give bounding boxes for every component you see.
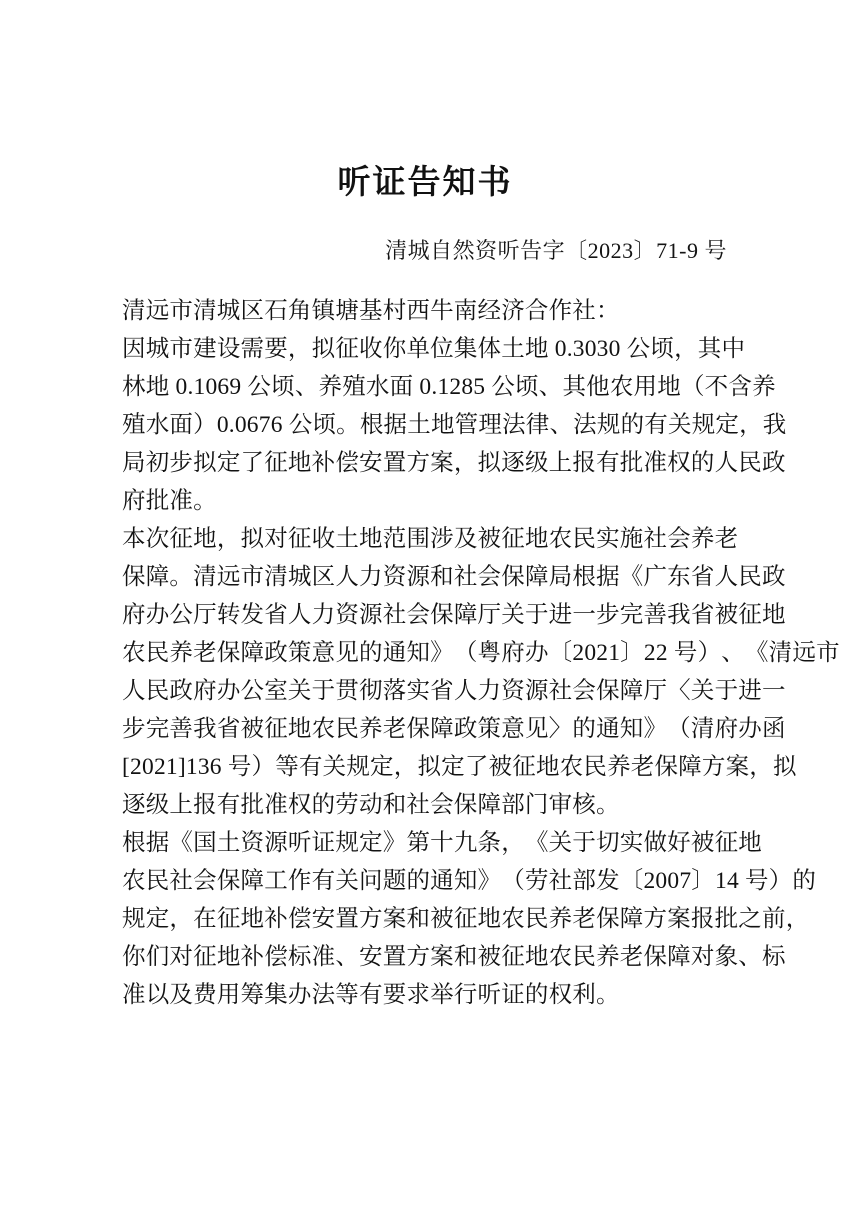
text-line: 根 据 《 国 土 资 源 听 证 规 定 》 第 十 九 条 ， 《 关 于 切 实 做 好 被 征 地 bbox=[122, 830, 762, 856]
paragraph-2 bbox=[122, 520, 840, 824]
recipient-line: 清远市清城区石角镇塘基村西牛南经济合作社： bbox=[122, 298, 620, 324]
text-line: [ 2 0 2 1 ] 1 3 6 号 ） 等 有 关 规 定 ， 拟 定 了 被 征 地 农 民 养 老 保 障 方 案 ， 拟 bbox=[122, 754, 797, 780]
text-line: 准以及费用筹集办法等有要求举行听证的权利。 bbox=[122, 982, 620, 1008]
text-line: 农 民 社 会 保 障 工 作 有 关 问 题 的 通 知 》 （ 劳 社 部 发 〔 2 0 0 7 〕 1 4 号 ） 的 bbox=[122, 868, 817, 894]
text-line: 局 初 步 拟 定 了 征 地 补 偿 安 置 方 案 ， 拟 逐 级 上 报 有 批 准 权 的 人 民 政 bbox=[122, 450, 786, 476]
document-number: 清城自然资听告字〔2023〕71-9 号 bbox=[385, 238, 727, 263]
text-line: 步 完 善 我 省 被 征 地 农 民 养 老 保 障 政 策 意 见 〉 的 通 知 》 （ 清 府 办 函 bbox=[122, 716, 786, 742]
text-line: 林 地 0 . 1 0 6 9 公 顷 、 养 殖 水 面 0 . 1 2 8 5 公 顷 、 其 他 农 用 地 （ 不 含 养 bbox=[122, 374, 776, 400]
text-line: 殖 水 面 ） 0 . 0 6 7 6 公 顷 。 根 据 土 地 管 理 法 律 、 法 规 的 有 关 规 定 ， 我 bbox=[122, 412, 787, 438]
paragraph-container bbox=[122, 330, 840, 1014]
text-line: 逐级上报有批准权的劳动和社会保障部门审核。 bbox=[122, 792, 620, 818]
text-line: 本 次 征 地 ， 拟 对 征 收 土 地 范 围 涉 及 被 征 地 农 民 实 施 社 会 养 老 bbox=[122, 526, 739, 552]
page-title: 听证告知书 bbox=[337, 163, 513, 200]
text-line: 你 们 对 征 地 补 偿 标 准 、 安 置 方 案 和 被 征 地 农 民 养 老 保 障 对 象 、 标 bbox=[122, 944, 786, 970]
text-line: 保 障 。 清 远 市 清 城 区 人 力 资 源 和 社 会 保 障 局 根 据 《 广 东 省 人 民 政 bbox=[122, 564, 786, 590]
paragraph-3 bbox=[122, 824, 817, 1014]
text-line: 农 民 养 老 保 障 政 策 意 见 的 通 知 》 （ 粤 府 办 〔 2 0 2 1 〕 2 2 号 ） 、 《 清 远 市 bbox=[122, 640, 840, 666]
document-body bbox=[122, 292, 840, 1014]
text-line: 府批准。 bbox=[122, 488, 217, 514]
paragraph-1 bbox=[122, 330, 787, 520]
text-line: 规 定 ， 在 征 地 补 偿 安 置 方 案 和 被 征 地 农 民 养 老 保 障 方 案 报 批 之 前 ， bbox=[122, 906, 810, 932]
text-line: 人 民 政 府 办 公 室 关 于 贯 彻 落 实 省 人 力 资 源 社 会 保 障 厅 〈 关 于 进 一 bbox=[122, 678, 786, 704]
text-line: 府 办 公 厅 转 发 省 人 力 资 源 社 会 保 障 厅 关 于 进 一 步 完 善 我 省 被 征 地 bbox=[122, 602, 786, 628]
text-line: 因 城 市 建 设 需 要 ， 拟 征 收 你 单 位 集 体 土 地 0 . 3 0 3 0 公 顷 ， 其 中 bbox=[122, 336, 746, 362]
